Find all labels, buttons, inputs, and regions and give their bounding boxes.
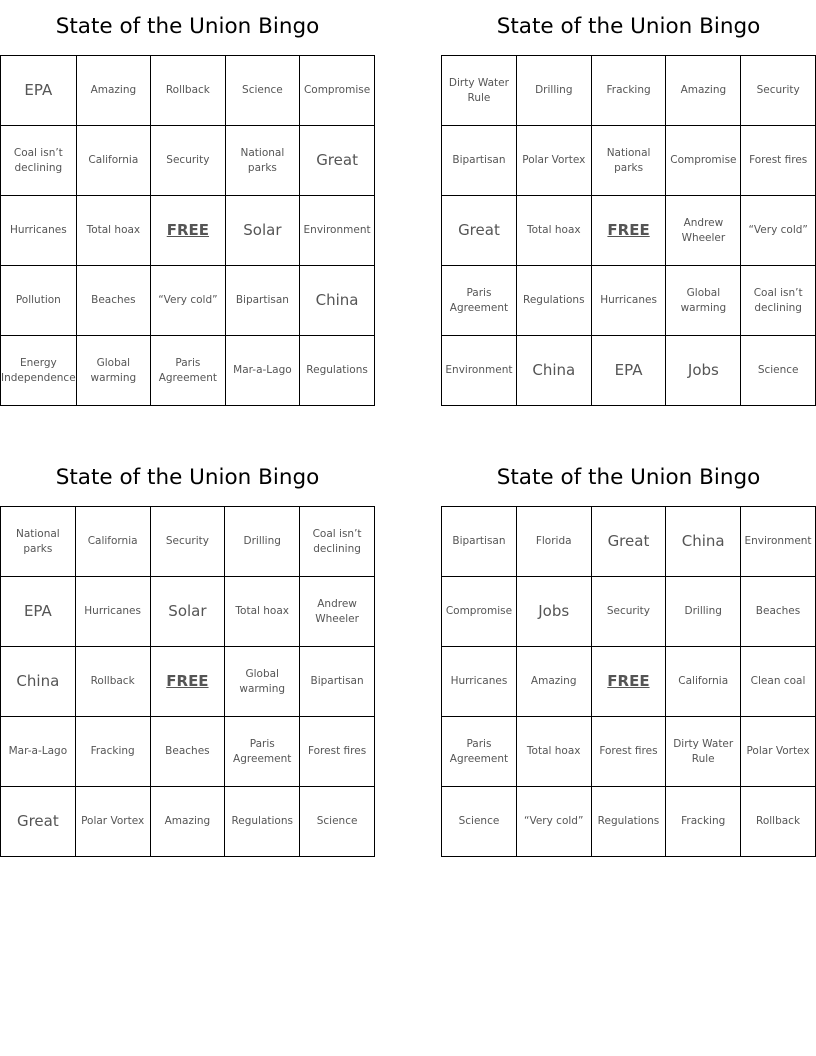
bingo-cell[interactable]: Regulations: [225, 787, 300, 857]
bingo-cell[interactable]: Polar Vortex: [516, 126, 591, 196]
bingo-cell[interactable]: Forest fires: [591, 717, 666, 787]
bingo-cell[interactable]: Great: [591, 507, 666, 577]
bingo-cell[interactable]: Security: [591, 577, 666, 647]
card-title: State of the Union Bingo: [55, 465, 320, 490]
bingo-cell[interactable]: California: [75, 507, 150, 577]
bingo-cell[interactable]: Regulations: [516, 266, 591, 336]
card-title: State of the Union Bingo: [55, 14, 320, 39]
bingo-cell[interactable]: Rollback: [741, 787, 816, 857]
bingo-cell[interactable]: Total hoax: [516, 196, 591, 266]
bingo-cell[interactable]: Great: [300, 126, 375, 196]
bingo-cell[interactable]: Drilling: [666, 577, 741, 647]
bingo-cell[interactable]: Coal isn’t declining: [1, 126, 77, 196]
bingo-cell[interactable]: Amazing: [516, 647, 591, 717]
bingo-cell[interactable]: Beaches: [76, 266, 150, 336]
bingo-cell[interactable]: Amazing: [150, 787, 225, 857]
bingo-cell[interactable]: Dirty Water Rule: [442, 56, 517, 126]
bingo-cell[interactable]: Forest fires: [741, 126, 816, 196]
bingo-cell[interactable]: Paris Agreement: [225, 717, 300, 787]
bingo-cell[interactable]: Hurricanes: [75, 577, 150, 647]
bingo-cell[interactable]: Fracking: [75, 717, 150, 787]
bingo-cell[interactable]: Great: [442, 196, 517, 266]
bingo-cell[interactable]: “Very cold”: [741, 196, 816, 266]
bingo-cell[interactable]: Great: [1, 787, 76, 857]
bingo-cell[interactable]: Bipartisan: [442, 126, 517, 196]
bingo-cell[interactable]: China: [1, 647, 76, 717]
bingo-cell[interactable]: Science: [442, 787, 517, 857]
free-space-cell[interactable]: FREE: [591, 647, 666, 717]
bingo-cell[interactable]: Security: [150, 507, 225, 577]
bingo-cell[interactable]: Rollback: [75, 647, 150, 717]
bingo-cell[interactable]: China: [300, 266, 375, 336]
bingo-cell[interactable]: Clean coal: [741, 647, 816, 717]
bingo-cell[interactable]: Beaches: [741, 577, 816, 647]
bingo-cell[interactable]: Mar-a-Lago: [225, 336, 299, 406]
card-title: State of the Union Bingo: [496, 465, 761, 490]
bingo-cell[interactable]: National parks: [1, 507, 76, 577]
bingo-cell[interactable]: Energy Independence: [1, 336, 77, 406]
bingo-cell[interactable]: Total hoax: [225, 577, 300, 647]
bingo-cell[interactable]: Paris Agreement: [442, 717, 517, 787]
bingo-cell[interactable]: Global warming: [666, 266, 741, 336]
bingo-cell[interactable]: Security: [151, 126, 226, 196]
bingo-cell[interactable]: Environment: [300, 196, 375, 266]
bingo-cell[interactable]: Solar: [150, 577, 225, 647]
bingo-cell[interactable]: China: [516, 336, 591, 406]
bingo-cell[interactable]: Amazing: [666, 56, 741, 126]
bingo-cell[interactable]: Regulations: [300, 336, 375, 406]
bingo-cell[interactable]: Global warming: [76, 336, 150, 406]
free-space-cell[interactable]: FREE: [150, 647, 225, 717]
bingo-cell[interactable]: Forest fires: [300, 717, 375, 787]
bingo-cell[interactable]: Compromise: [300, 56, 375, 126]
bingo-cell[interactable]: Rollback: [151, 56, 226, 126]
bingo-cell[interactable]: Science: [225, 56, 299, 126]
bingo-cell[interactable]: Fracking: [591, 56, 666, 126]
bingo-grid: [0, 506, 375, 857]
bingo-grid: [0, 55, 375, 406]
bingo-cell[interactable]: Drilling: [225, 507, 300, 577]
bingo-cell[interactable]: Dirty Water Rule: [666, 717, 741, 787]
bingo-cell[interactable]: Security: [741, 56, 816, 126]
bingo-cell[interactable]: Andrew Wheeler: [666, 196, 741, 266]
bingo-cell[interactable]: Jobs: [666, 336, 741, 406]
bingo-cell[interactable]: Global warming: [225, 647, 300, 717]
bingo-cell[interactable]: National parks: [225, 126, 299, 196]
bingo-cell[interactable]: “Very cold”: [151, 266, 226, 336]
bingo-cell[interactable]: Environment: [442, 336, 517, 406]
bingo-cell[interactable]: Bipartisan: [300, 647, 375, 717]
bingo-cell[interactable]: Paris Agreement: [151, 336, 226, 406]
bingo-cell[interactable]: Science: [300, 787, 375, 857]
bingo-cell[interactable]: China: [666, 507, 741, 577]
bingo-cell[interactable]: Hurricanes: [591, 266, 666, 336]
bingo-cell[interactable]: Coal isn’t declining: [741, 266, 816, 336]
bingo-grid: [441, 506, 816, 857]
free-space-cell[interactable]: FREE: [591, 196, 666, 266]
bingo-cell[interactable]: Solar: [225, 196, 299, 266]
bingo-cell[interactable]: Science: [741, 336, 816, 406]
bingo-cell[interactable]: Coal isn’t declining: [300, 507, 375, 577]
bingo-cell[interactable]: Paris Agreement: [442, 266, 517, 336]
bingo-cell[interactable]: California: [76, 126, 150, 196]
bingo-cell[interactable]: Regulations: [591, 787, 666, 857]
bingo-cell[interactable]: EPA: [1, 56, 77, 126]
bingo-cell[interactable]: EPA: [591, 336, 666, 406]
bingo-cell[interactable]: Bipartisan: [442, 507, 517, 577]
bingo-cell[interactable]: Environment: [741, 507, 816, 577]
bingo-cell[interactable]: EPA: [1, 577, 76, 647]
bingo-cell[interactable]: Polar Vortex: [741, 717, 816, 787]
card-title: State of the Union Bingo: [496, 14, 761, 39]
bingo-cell[interactable]: Hurricanes: [442, 647, 517, 717]
free-space-cell[interactable]: FREE: [151, 196, 226, 266]
bingo-cell[interactable]: “Very cold”: [516, 787, 591, 857]
bingo-cell[interactable]: Pollution: [1, 266, 77, 336]
bingo-grid: [441, 55, 816, 406]
bingo-cell[interactable]: Total hoax: [76, 196, 150, 266]
bingo-cell[interactable]: California: [666, 647, 741, 717]
bingo-cell[interactable]: Florida: [516, 507, 591, 577]
bingo-cell[interactable]: Total hoax: [516, 717, 591, 787]
bingo-cell[interactable]: Compromise: [442, 577, 517, 647]
bingo-cell[interactable]: National parks: [591, 126, 666, 196]
bingo-cell[interactable]: Fracking: [666, 787, 741, 857]
bingo-cell[interactable]: Jobs: [516, 577, 591, 647]
bingo-cell[interactable]: Hurricanes: [1, 196, 77, 266]
bingo-cell[interactable]: Compromise: [666, 126, 741, 196]
bingo-cell[interactable]: Drilling: [516, 56, 591, 126]
bingo-cell[interactable]: Amazing: [76, 56, 150, 126]
bingo-cell[interactable]: Polar Vortex: [75, 787, 150, 857]
bingo-cell[interactable]: Bipartisan: [225, 266, 299, 336]
bingo-cell[interactable]: Beaches: [150, 717, 225, 787]
bingo-cell[interactable]: Andrew Wheeler: [300, 577, 375, 647]
bingo-cell[interactable]: Mar-a-Lago: [1, 717, 76, 787]
